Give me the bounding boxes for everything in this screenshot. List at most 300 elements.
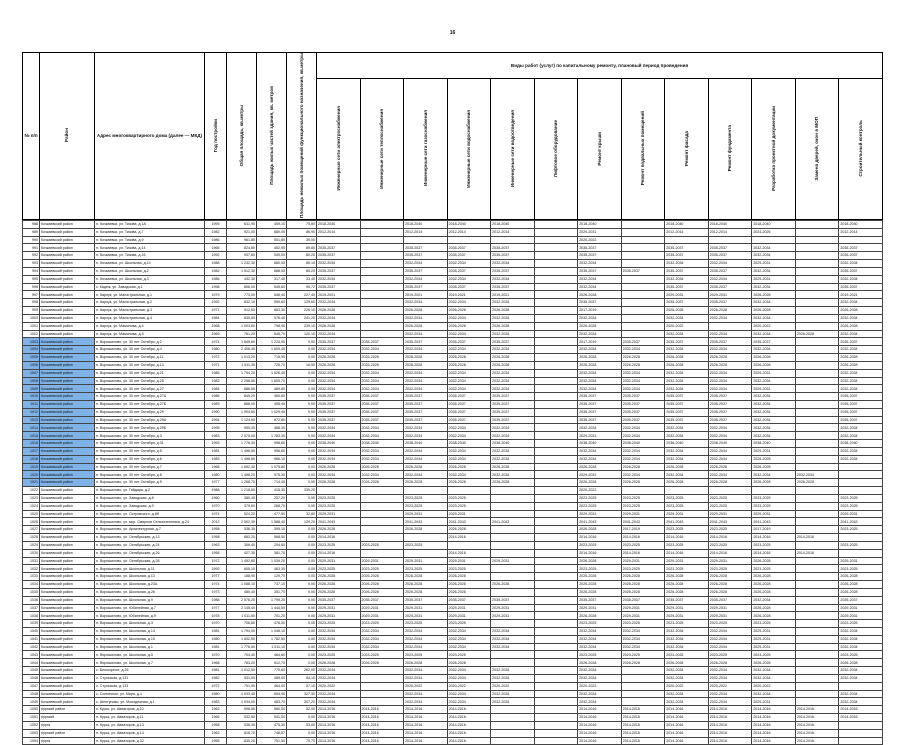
row-year: 1998 — [205, 283, 227, 291]
row-area-premises: 489,80 — [257, 385, 287, 393]
row-area-premises: 560,00 — [257, 706, 287, 714]
row-area-premises: 477,50 — [257, 510, 287, 518]
row-address: п. Курск, ул. Авиаторов, д.32 — [95, 737, 205, 745]
row-work-period: 2026-2028 — [447, 354, 491, 362]
row-work-period: 2032-2034 — [708, 432, 752, 440]
row-number: 1037 — [23, 604, 40, 612]
row-work-period: 2026-2028 — [317, 354, 361, 362]
row-work-period: 2023-2025 — [752, 494, 796, 502]
row-work-period: 2023-2025 — [752, 541, 796, 549]
row-area-premises: 546,40 — [257, 291, 287, 299]
row-work-period: 2032-2034 — [578, 346, 622, 354]
row-work-period — [621, 682, 665, 690]
row-work-period: 2029-2031 — [839, 510, 883, 518]
table-row — [23, 674, 883, 682]
row-district: Кочкаевский район — [40, 416, 95, 424]
row-work-period: 2035-2037 — [404, 408, 448, 416]
row-work-period: 2035-2037 — [578, 400, 622, 408]
row-area-total: 818,70 — [227, 729, 257, 737]
row-work-period: 2035-2037 — [491, 408, 535, 416]
row-work-period: 2035-2037 — [752, 338, 796, 346]
row-work-period: 2014-2016 — [708, 729, 752, 737]
row-work-period: 2032-2034 — [491, 667, 535, 675]
row-work-period: 2035-2037 — [839, 283, 883, 291]
row-work-period: 2032-2034 — [404, 424, 448, 432]
row-area-ownership: 0,00 — [287, 471, 317, 479]
row-work-period: 2035-2037 — [360, 416, 404, 424]
row-work-period: 2029-2031 — [317, 557, 361, 565]
row-work-period: 2032-2034 — [752, 377, 796, 385]
row-work-period: 2035-2037 — [447, 267, 491, 275]
row-number: 1012 — [23, 408, 40, 416]
row-year: 1985 — [205, 369, 227, 377]
row-work-period — [621, 299, 665, 307]
row-work-period — [621, 260, 665, 268]
row-work-period — [795, 236, 839, 244]
table-row — [23, 494, 883, 502]
row-number: 1040 — [23, 628, 40, 636]
row-work-period: 2026-2028 — [404, 581, 448, 589]
row-work-period: 2029-2031 — [752, 447, 796, 455]
row-work-period: 2035-2037 — [708, 267, 752, 275]
row-address: п. Кочкаевка, ул. Тизова, д.7 — [95, 228, 205, 236]
row-year: 1980 — [205, 690, 227, 698]
table-row — [23, 659, 883, 667]
row-work-period: 2020-2022 — [752, 682, 796, 690]
row-work-period: 2041-2043 — [447, 518, 491, 526]
row-work-period: 2014-2016 — [317, 714, 361, 722]
row-work-period: 2035-2037 — [839, 408, 883, 416]
row-area-total: 1 776,30 — [227, 440, 257, 448]
row-work-period: 2032-2034 — [752, 596, 796, 604]
row-work-period: 2029-2031 — [578, 471, 622, 479]
row-work-period: 2032-2034 — [708, 330, 752, 338]
table-row — [23, 502, 883, 510]
row-work-period: 2032-2034 — [839, 330, 883, 338]
row-work-period — [491, 526, 535, 534]
row-address: п. Ворошилово, ул. 30 лет Октября, д.7 — [95, 463, 205, 471]
row-work-period: 2026-2028 — [404, 463, 448, 471]
row-work-period — [795, 581, 839, 589]
row-work-period: 2026-2028 — [360, 581, 404, 589]
row-work-period: 2014-2016 — [665, 729, 709, 737]
table-row — [23, 628, 883, 636]
row-work-period: 2029-2031 — [752, 369, 796, 377]
row-work-period: 2029-2031 — [404, 604, 448, 612]
row-district: Кочкаевский район — [40, 620, 95, 628]
row-work-period: 2032-2034 — [621, 346, 665, 354]
row-number: 1027 — [23, 526, 40, 534]
row-work-period — [534, 291, 578, 299]
row-number: 1017 — [23, 447, 40, 455]
row-work-period: 2020-2022 — [404, 682, 448, 690]
table-row — [23, 314, 883, 322]
row-work-period — [360, 667, 404, 675]
row-work-period — [795, 283, 839, 291]
row-work-period: 2018-2040 — [491, 220, 535, 228]
row-work-period — [621, 667, 665, 675]
row-work-period: 2032-2034 — [317, 674, 361, 682]
row-work-period: 2026-2028 — [752, 361, 796, 369]
row-area-premises: 549,60 — [257, 283, 287, 291]
row-district: Кочкаевский район — [40, 534, 95, 542]
row-area-ownership: 0,00 — [287, 643, 317, 651]
row-address: п. Ворошилово, ул. Гайдара, д.2 — [95, 487, 205, 495]
row-work-period — [795, 690, 839, 698]
row-area-total: 1 832,50 — [227, 635, 257, 643]
row-work-period — [534, 714, 578, 722]
row-work-period: 2032-2034 — [708, 275, 752, 283]
row-area-ownership: 32,80 — [287, 510, 317, 518]
row-work-period — [317, 236, 361, 244]
row-work-period: 2023-2025 — [621, 651, 665, 659]
row-work-period — [708, 322, 752, 330]
row-district: Кочкаевский район — [40, 479, 95, 487]
row-work-period: 2014-2016 — [665, 721, 709, 729]
row-address: п. Ворошилово, ул. 30 лет Октября, д.27А — [95, 393, 205, 401]
row-work-period: 2023-2025 — [404, 620, 448, 628]
row-number: 999 — [23, 307, 40, 315]
row-work-period: 2032-2034 — [317, 643, 361, 651]
row-work-period: 2035-2037 — [839, 338, 883, 346]
row-district: Кочкаевский район — [40, 581, 95, 589]
row-work-period: 2029-2031 — [578, 604, 622, 612]
row-work-period — [839, 479, 883, 487]
row-area-ownership: 0,00 — [287, 612, 317, 620]
row-work-period: 2029-2031 — [317, 612, 361, 620]
row-year: 1977 — [205, 604, 227, 612]
row-address: п. Ворошилово, ул. 30 лет Октября, д.6 — [95, 455, 205, 463]
table-row — [23, 275, 883, 283]
row-area-total: 1 088,10 — [227, 581, 257, 589]
row-area-ownership: 0,00 — [287, 354, 317, 362]
row-work-period: 2026-2028 — [447, 573, 491, 581]
row-area-total: 532,80 — [227, 714, 257, 722]
row-area-premises: 512,70 — [257, 659, 287, 667]
row-work-period: 2032-2034 — [404, 698, 448, 706]
row-work-period: 2026-2028 — [708, 581, 752, 589]
row-work-period: 2014-2016 — [360, 706, 404, 714]
row-number: 1019 — [23, 463, 40, 471]
row-district: Кочкаевский район — [40, 604, 95, 612]
row-work-period: 2026-2028 — [578, 581, 622, 589]
row-work-period — [795, 354, 839, 362]
row-area-premises: 680,00 — [257, 228, 287, 236]
row-work-period — [360, 283, 404, 291]
row-work-period: 2041-2043 — [665, 518, 709, 526]
row-work-period: 2023-2025 — [578, 494, 622, 502]
row-work-period: 2023-2025 — [621, 620, 665, 628]
row-work-period: 2020-2022 — [578, 236, 622, 244]
row-work-period: 2018-2040 — [839, 220, 883, 228]
row-work-period: 2035-2037 — [578, 252, 622, 260]
row-work-period: 2032-2034 — [491, 377, 535, 385]
row-number: 1006 — [23, 361, 40, 369]
row-work-period: 2029-2031 — [317, 510, 361, 518]
row-work-period — [665, 487, 709, 495]
row-work-period: 2032-2034 — [491, 424, 535, 432]
row-district: Кочкаевский район — [40, 565, 95, 573]
row-area-ownership: 0,00 — [287, 565, 317, 573]
row-work-period: 2023-2025 — [839, 526, 883, 534]
row-work-period: 2023-2025 — [708, 620, 752, 628]
row-work-period: 2032-2034 — [752, 667, 796, 675]
row-area-total: 886,60 — [227, 385, 257, 393]
row-address: п. Курск, ул. Авиаторов, д.13 — [95, 721, 205, 729]
row-work-period — [839, 471, 883, 479]
row-work-period: 2026-2028 — [708, 307, 752, 315]
row-work-period: 2029-2031 — [752, 643, 796, 651]
row-area-ownership: 0,00 — [287, 479, 317, 487]
row-work-period: 2012-2014 — [839, 228, 883, 236]
row-work-period: 2029-2031 — [491, 612, 535, 620]
row-work-period — [795, 455, 839, 463]
row-area-ownership: 80,20 — [287, 252, 317, 260]
row-work-period: 2023-2025 — [404, 651, 448, 659]
row-work-period: 2026-2028 — [621, 361, 665, 369]
row-number: 1031 — [23, 557, 40, 565]
row-area-premises: 483,70 — [257, 698, 287, 706]
row-work-period — [404, 236, 448, 244]
row-work-period: 2032-2034 — [621, 628, 665, 636]
row-area-premises: 1 799,20 — [257, 596, 287, 604]
row-year: 1984 — [205, 314, 227, 322]
row-address: п. Кочкаевка, ул. Тизова, д.14 — [95, 244, 205, 252]
row-work-period: 2026-2028 — [360, 354, 404, 362]
row-work-period: 2032-2034 — [578, 369, 622, 377]
row-work-period — [534, 612, 578, 620]
header-work-9: Ремонт фундамента — [708, 78, 752, 219]
row-work-period: 2029-2031 — [839, 604, 883, 612]
row-number: 1001 — [23, 322, 40, 330]
row-district: Кочкаевский район — [40, 385, 95, 393]
row-number: 1011 — [23, 400, 40, 408]
row-work-period — [534, 620, 578, 628]
row-work-period: 2023-2025 — [578, 502, 622, 510]
row-number: 991 — [23, 244, 40, 252]
row-work-period: 2032-2034 — [360, 385, 404, 393]
row-area-total: 536,30 — [227, 526, 257, 534]
row-work-period: 2032-2034 — [839, 377, 883, 385]
row-year: 1970 — [205, 502, 227, 510]
row-area-ownership: 33,40 — [287, 275, 317, 283]
row-area-total: 531,00 — [227, 674, 257, 682]
row-work-period — [795, 573, 839, 581]
row-area-premises: 715,90 — [257, 354, 287, 362]
row-work-period — [534, 651, 578, 659]
row-work-period — [491, 573, 535, 581]
row-number: 1022 — [23, 487, 40, 495]
row-work-period: 2014-2016 — [621, 721, 665, 729]
row-work-period: 2023-2025 — [317, 620, 361, 628]
table-row — [23, 635, 883, 643]
row-work-period: 2035-2037 — [708, 400, 752, 408]
header-work-1: Инженерные сети теплоснабжения — [360, 78, 404, 219]
row-work-period: 2032-2034 — [752, 314, 796, 322]
row-work-period: 2032-2034 — [621, 455, 665, 463]
row-work-period: 2032-2034 — [491, 275, 535, 283]
row-area-total: 1 652,40 — [227, 463, 257, 471]
row-work-period: 2019-2021 — [839, 291, 883, 299]
row-work-period: 2032-2034 — [447, 260, 491, 268]
row-work-period: 2035-2037 — [491, 244, 535, 252]
row-work-period: 2041-2043 — [317, 518, 361, 526]
row-work-period: 2026-2028 — [404, 479, 448, 487]
header-work-2: Инженерные сети газоснабжения — [404, 78, 448, 219]
row-work-period: 2014-2016 — [708, 721, 752, 729]
row-work-period — [621, 487, 665, 495]
row-work-period: 2026-2028 — [839, 307, 883, 315]
row-work-period: 2035-2037 — [317, 400, 361, 408]
row-year: 1981 — [205, 628, 227, 636]
row-work-period: 2032-2034 — [752, 471, 796, 479]
row-work-period: 2032-2034 — [665, 635, 709, 643]
row-district: Курский район — [40, 706, 95, 714]
row-district: Кочкаевский район — [40, 361, 95, 369]
table-row — [23, 416, 883, 424]
row-address: п. Кочкаевка, ул. Тизова, д.1А — [95, 220, 205, 228]
row-work-period: 2035-2037 — [404, 283, 448, 291]
row-district: Кочкаевский район — [40, 236, 95, 244]
row-work-period: 2014-2016 — [317, 721, 361, 729]
row-work-period: 2026-2028 — [317, 463, 361, 471]
row-work-period: 2014-2016 — [795, 534, 839, 542]
row-work-period: 2029-2031 — [360, 604, 404, 612]
row-number: 1039 — [23, 620, 40, 628]
row-work-period: 2014-2016 — [317, 706, 361, 714]
row-year: 1981 — [205, 643, 227, 651]
row-year: 1958 — [205, 721, 227, 729]
row-year: 1983 — [205, 698, 227, 706]
row-address: п. Ворошилово, ул. 30 лет Октября, д.13 — [95, 361, 205, 369]
row-work-period — [447, 541, 491, 549]
row-district: Кочкаевский район — [40, 698, 95, 706]
row-work-period: 2032-2034 — [404, 643, 448, 651]
row-work-period: 2023-2025 — [708, 494, 752, 502]
row-area-premises: 460,60 — [257, 393, 287, 401]
row-work-period — [795, 338, 839, 346]
row-work-period — [621, 330, 665, 338]
row-work-period: 2032-2034 — [665, 346, 709, 354]
row-area-total: 1 498,20 — [227, 471, 257, 479]
row-work-period — [534, 541, 578, 549]
row-area-total: 955,30 — [227, 424, 257, 432]
row-number: 1020 — [23, 471, 40, 479]
row-number: 1025 — [23, 510, 40, 518]
table-row — [23, 220, 883, 228]
row-address: п. Ворошилово, ул. 30 лет Октября, д.27 — [95, 385, 205, 393]
row-district: Кочкаевский район — [40, 447, 95, 455]
row-area-total: 832,10 — [227, 299, 257, 307]
row-work-period: 2032-2034 — [708, 698, 752, 706]
row-work-period: 2023-2025 — [360, 651, 404, 659]
row-work-period: 2035-2037 — [578, 596, 622, 604]
row-work-period — [360, 690, 404, 698]
row-number: 1007 — [23, 369, 40, 377]
row-number: 1049 — [23, 698, 40, 706]
row-work-period — [795, 299, 839, 307]
row-work-period: 2035-2037 — [360, 338, 404, 346]
row-work-period: 2014-2016 — [665, 706, 709, 714]
row-area-ownership: 0,00 — [287, 659, 317, 667]
row-work-period: 2032-2034 — [404, 635, 448, 643]
row-work-period: 2029-2031 — [708, 557, 752, 565]
row-work-period: 2020-2022 — [665, 322, 709, 330]
row-work-period: 2032-2034 — [708, 643, 752, 651]
row-district: Кочкаевский район — [40, 322, 95, 330]
row-area-ownership: 0,00 — [287, 440, 317, 448]
row-work-period: 2014-2016 — [752, 549, 796, 557]
row-area-total: 783,20 — [227, 659, 257, 667]
row-work-period: 2029-2031 — [317, 604, 361, 612]
row-work-period — [795, 291, 839, 299]
row-number: 1018 — [23, 455, 40, 463]
row-work-period: 2023-2025 — [578, 565, 622, 573]
row-work-period: 2032-2034 — [665, 698, 709, 706]
row-area-total: 835,20 — [227, 737, 257, 745]
row-work-period: 2029-2031 — [665, 510, 709, 518]
row-area-premises: 568,50 — [257, 534, 287, 542]
row-district: Кочкаевский район — [40, 659, 95, 667]
row-work-period — [795, 260, 839, 268]
row-work-period — [404, 487, 448, 495]
row-work-period: 2035-2037 — [708, 283, 752, 291]
row-district: Кочкаевский район — [40, 346, 95, 354]
row-work-period: 2038-2040 — [447, 440, 491, 448]
table-row — [23, 706, 883, 714]
row-area-total: 1 794,00 — [227, 628, 257, 636]
row-address: п. Ворошилово, ул. 30 лет Октября, д.4 — [95, 346, 205, 354]
row-number: 1029 — [23, 541, 40, 549]
header-district: Район — [40, 53, 95, 220]
row-work-period — [491, 502, 535, 510]
row-work-period: 2032-2034 — [447, 314, 491, 322]
row-work-period: 2014-2016 — [795, 714, 839, 722]
row-work-period — [795, 518, 839, 526]
row-work-period: 2026-2028 — [752, 612, 796, 620]
row-district: Кочкаевский район — [40, 228, 95, 236]
row-area-premises: 495,40 — [257, 400, 287, 408]
row-work-period: 2019-2021 — [317, 291, 361, 299]
row-area-ownership: 0,00 — [287, 408, 317, 416]
row-work-period: 2026-2028 — [491, 361, 535, 369]
row-work-period: 2026-2028 — [839, 322, 883, 330]
row-work-period: 2026-2028 — [708, 463, 752, 471]
row-work-period: 2032-2034 — [752, 416, 796, 424]
row-work-period: 2014-2016 — [447, 729, 491, 737]
row-work-period: 2014-2016 — [317, 534, 361, 542]
row-work-period: 2032-2034 — [404, 674, 448, 682]
row-work-period: 2035-2037 — [708, 408, 752, 416]
row-work-period: 2026-2028 — [360, 573, 404, 581]
row-work-period: 2038-2040 — [839, 440, 883, 448]
row-work-period: 2026-2028 — [839, 354, 883, 362]
row-area-ownership: 0,00 — [287, 369, 317, 377]
row-work-period: 2018-2040 — [317, 220, 361, 228]
row-work-period: 2014-2016 — [360, 721, 404, 729]
row-work-period: 2026-2028 — [665, 581, 709, 589]
row-work-period: 2026-2028 — [839, 659, 883, 667]
row-work-period: 2032-2034 — [665, 377, 709, 385]
row-work-period: 2026-2028 — [447, 581, 491, 589]
row-work-period — [795, 314, 839, 322]
row-number: 1015 — [23, 432, 40, 440]
row-work-period: 2023-2025 — [708, 526, 752, 534]
row-work-period — [534, 424, 578, 432]
row-work-period: 2032-2034 — [404, 447, 448, 455]
row-number: 1032 — [23, 565, 40, 573]
row-work-period: 2029-2031 — [360, 612, 404, 620]
